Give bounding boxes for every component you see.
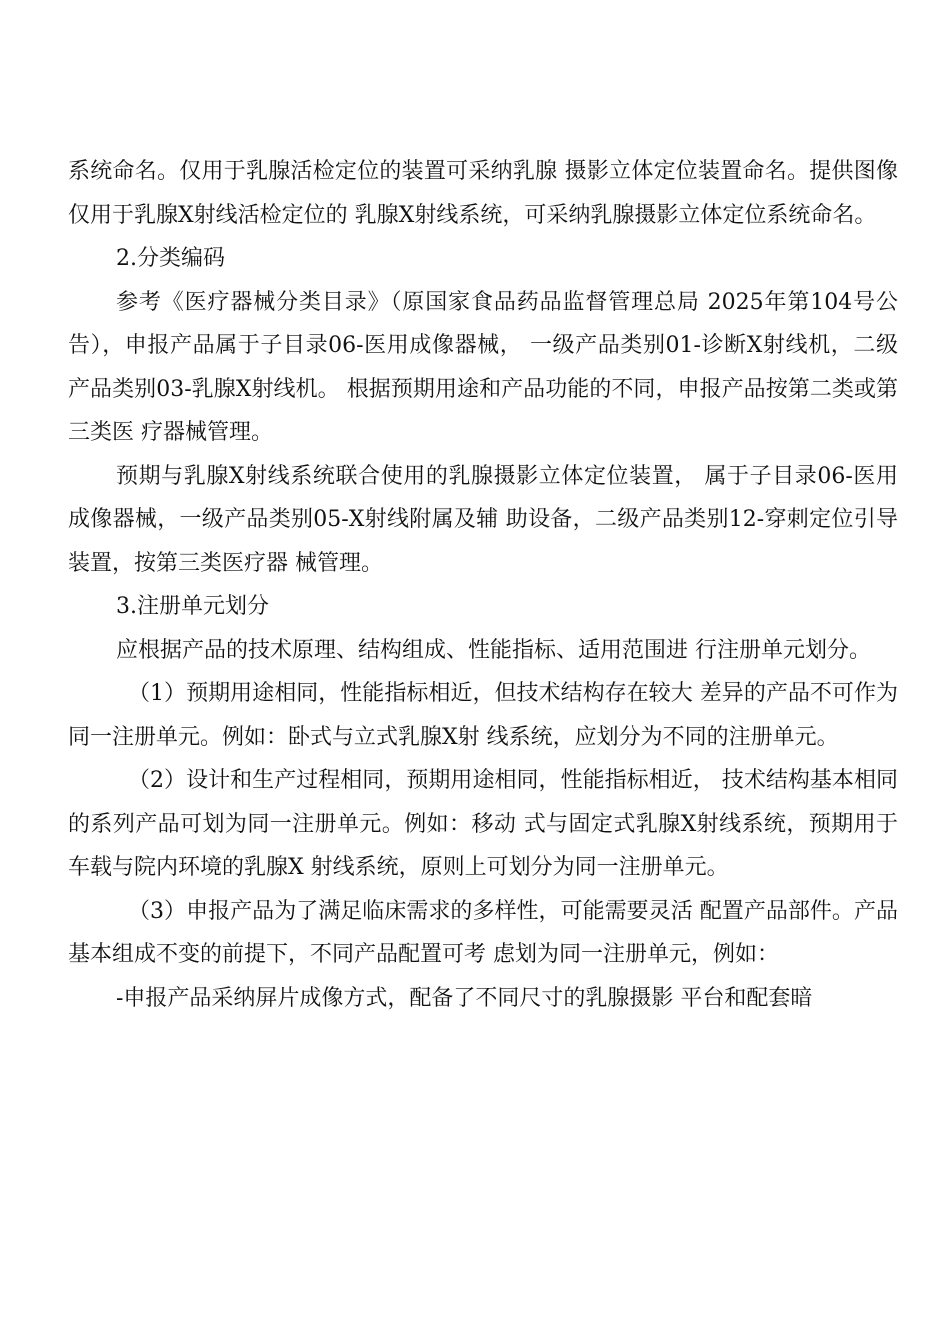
paragraph-item-1: （1）预期用途相同，性能指标相近，但技术结构存在较大 差异的产品不可作为同一注册单元。例如：卧式与立式乳腺X射 线系统，应划分为不同的注册单元。 bbox=[68, 681, 898, 750]
paragraph-registration-basis: 应根据产品的技术原理、结构组成、性能指标、适用范围进 行注册单元划分。 bbox=[116, 637, 871, 663]
section-heading-classification-code: 2.分类编码 bbox=[116, 246, 225, 271]
paragraph-stereotactic-device: 预期与乳腺X射线系统联合使用的乳腺摄影立体定位装置， 属于子目录06-医用成像器械，一级产品类别05-X射线附属及辅 助设备，二级产品类别12-穿刺定位引导装置，按第三类医疗器 械管理。 bbox=[68, 463, 898, 576]
paragraph-bullet-screen-film: -申报产品采纳屏片成像方式，配备了不同尺寸的乳腺摄影 平台和配套暗 bbox=[116, 985, 813, 1011]
section-heading-registration-unit: 3.注册单元划分 bbox=[116, 594, 269, 619]
paragraph-continuation: 系统命名。仅用于乳腺活检定位的装置可采纳乳腺 摄影立体定位装置命名。提供图像仅用于乳腺X射线活检定位的 乳腺X射线系统，可采纳乳腺摄影立体定位系统命名。 bbox=[68, 159, 898, 228]
document-page bbox=[68, 150, 898, 1020]
paragraph-item-3: （3）申报产品为了满足临床需求的多样性，可能需要灵活 配置产品部件。产品基本组成不变的前提下，不同产品配置可考 虑划为同一注册单元，例如： bbox=[68, 898, 898, 967]
paragraph-item-2: （2）设计和生产过程相同，预期用途相同，性能指标相近， 技术结构基本相同的系列产品可划为同一注册单元。例如：移动 式与固定式乳腺X射线系统，预期用于车载与院内环境的乳腺X 射线系统，原则上可划分为同一注册单元。 bbox=[68, 768, 898, 880]
paragraph-classification-catalog: 参考《医疗器械分类目录》（原国家食品药品监督管理总局 2025年第104号公告），申报产品属于子目录06-医用成像器械， 一级产品类别01-诊断X射线机，二级产品类别03-乳腺X射线机。 根据预期用途和产品功能的不同，申报产品按第二类或第三类医 疗器械管理。 bbox=[68, 289, 898, 445]
